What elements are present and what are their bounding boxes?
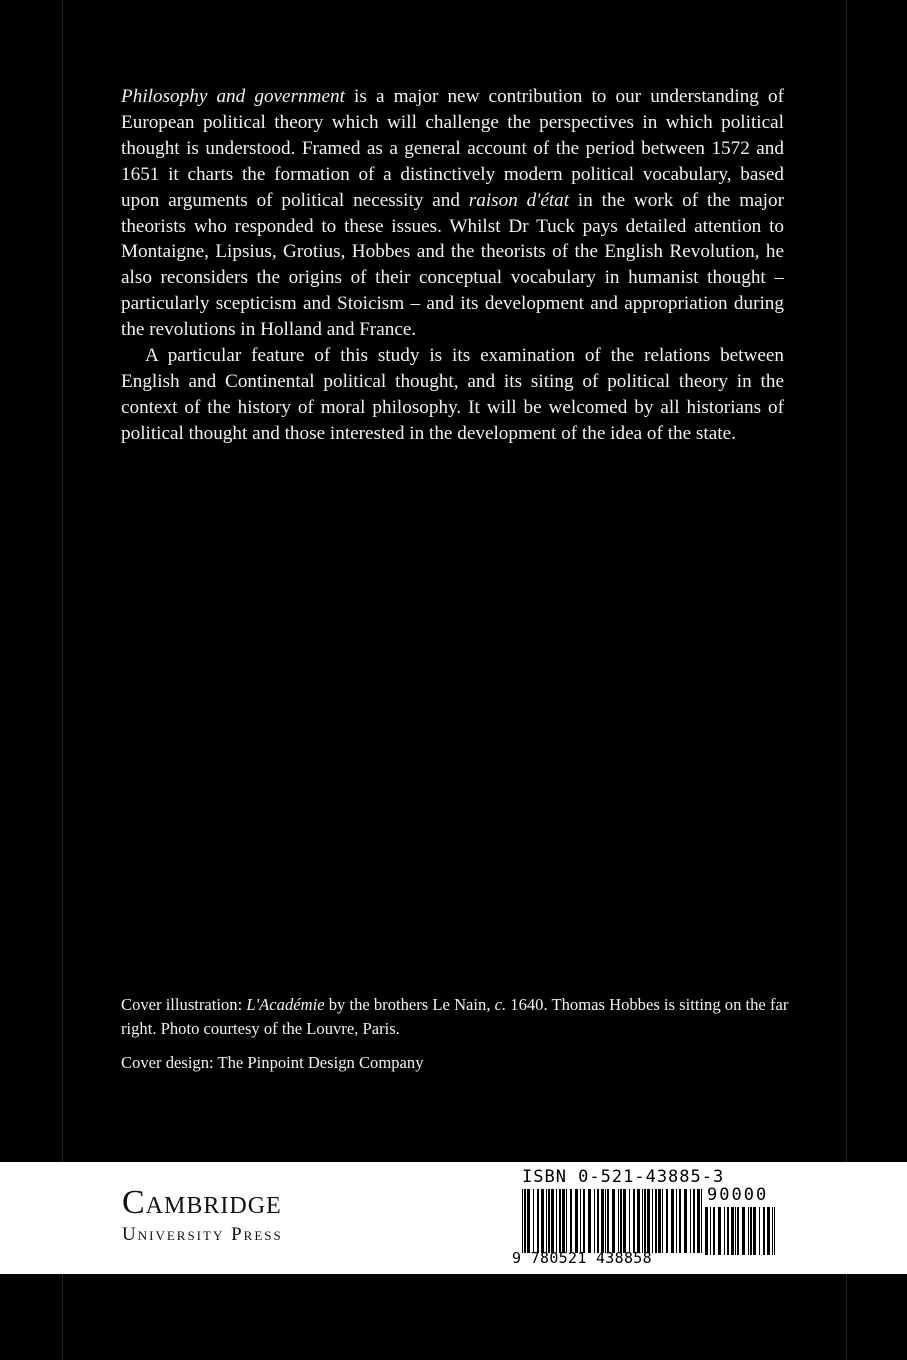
blurb-text-1b: in the work of the major theorists who responded to these issues. Whilst Dr Tuck pays detailed attention to Montaigne, Lipsius, Grotius, Hobbes and the theorists of the English Revolution, he also reconsiders the origins of their conceptual vocabulary in humanist thought – particularly scepticism and Stoicism – and its development and appropriation during the revolutions in Holland and France. — [121, 189, 784, 341]
barcode-bar — [724, 1207, 725, 1255]
barcode-bar — [748, 1207, 749, 1255]
barcode-bar — [637, 1189, 640, 1253]
barcode-bar — [753, 1207, 756, 1255]
barcode-bar — [727, 1207, 729, 1255]
barcode-bar — [583, 1189, 585, 1253]
barcode-bar — [644, 1189, 646, 1253]
barcode-bar — [597, 1189, 599, 1253]
ean-digits: 9 780521 438858 — [512, 1249, 652, 1267]
barcode-bar — [666, 1189, 668, 1253]
addon-barcode-bars — [705, 1207, 775, 1255]
painting-title: L'Académie — [246, 995, 325, 1014]
barcode-bar — [676, 1189, 677, 1253]
barcode-bar — [684, 1189, 687, 1253]
barcode-bar — [697, 1189, 700, 1253]
barcode-bar — [527, 1189, 530, 1253]
barcode-bar — [551, 1189, 554, 1253]
barcode-bar — [533, 1189, 534, 1253]
barcode-bar — [763, 1207, 765, 1255]
barcode-bar — [541, 1189, 544, 1253]
barcode-bar — [652, 1189, 653, 1253]
barcode-bar — [601, 1189, 604, 1253]
barcode-bar — [772, 1207, 773, 1255]
isbn-label: ISBN 0-521-43885-3 — [522, 1167, 725, 1187]
barcode-bar — [742, 1207, 745, 1255]
barcode-bar — [690, 1189, 691, 1253]
barcode-bar — [588, 1189, 591, 1253]
raison-detat: raison d'état — [468, 189, 570, 211]
barcode-bar — [662, 1189, 663, 1253]
barcode-bar — [693, 1189, 695, 1253]
barcode-bar — [731, 1207, 734, 1255]
barcode-bar — [618, 1189, 619, 1253]
barcode-bar — [735, 1207, 736, 1255]
barcode-bar — [647, 1189, 650, 1253]
publisher-logo — [122, 1185, 283, 1247]
barcode-bar — [537, 1189, 539, 1253]
barcode-bar — [701, 1189, 702, 1253]
blurb-paragraph-1 — [121, 84, 784, 343]
blurb — [121, 84, 784, 447]
barcode-bar — [759, 1207, 760, 1255]
barcode-bar — [522, 1189, 523, 1253]
barcode-bar — [612, 1189, 615, 1253]
barcode-bar — [750, 1207, 752, 1255]
barcode-bar — [679, 1189, 681, 1253]
barcode-bar — [718, 1207, 721, 1255]
barcode-bar — [607, 1189, 609, 1253]
blurb-text-1a: is a major new contribution to our understanding of European political theory which will challenge the perspectives in which political thought is understood. Framed as a general account of the period between 1572 and 1651 it charts the formation of a distinctively modern political vocabulary, based upon arguments of political necessity and — [121, 86, 784, 211]
addon-digits: 90000 — [707, 1185, 769, 1205]
barcode-bar — [710, 1207, 711, 1255]
cover-design-credit: Cover design: The Pinpoint Design Company — [121, 1053, 424, 1072]
barcode-bar — [559, 1189, 561, 1253]
barcode-bar — [570, 1189, 572, 1253]
publisher-subtitle: University Press — [122, 1224, 283, 1245]
barcode-bar — [671, 1189, 674, 1253]
barcode-bar — [580, 1189, 581, 1253]
barcode-bar — [774, 1207, 775, 1255]
ean-barcode-bars — [522, 1189, 702, 1253]
cover-credits — [121, 993, 791, 1085]
blurb-paragraph-2: A particular feature of this study is its examination of the relations between English and Continental political thought, and its siting of political theory in the context of the history of moral philosophy. It will be welcomed by all historians of political thought and those interested in the development of the idea of the state. — [121, 345, 784, 444]
barcode-bar — [556, 1189, 557, 1253]
barcode-bar — [737, 1207, 739, 1255]
barcode-bar — [658, 1189, 661, 1253]
left-spine-edge — [62, 0, 63, 1360]
barcode-bar — [623, 1189, 626, 1253]
book-title: Philosophy and government — [121, 86, 345, 107]
barcode-bar — [524, 1189, 526, 1253]
cover-illustration-credit: Cover illustration: L'Académie by the brothers Le Nain, c. 1640. Thomas Hobbes is sitting on the far right. Photo courtesy of the Louvre, Paris. — [121, 995, 789, 1038]
barcode — [510, 1167, 785, 1267]
barcode-bar — [566, 1189, 567, 1253]
barcode-bar — [546, 1189, 547, 1253]
barcode-bar — [655, 1189, 657, 1253]
barcode-bar — [594, 1189, 595, 1253]
barcode-bar — [562, 1189, 565, 1253]
barcode-bar — [705, 1207, 708, 1255]
publisher-name: Cambridge — [122, 1184, 282, 1221]
barcode-bar — [620, 1189, 622, 1253]
right-spine-edge — [846, 0, 847, 1360]
barcode-bar — [629, 1189, 630, 1253]
barcode-bar — [548, 1189, 550, 1253]
barcode-bar — [633, 1189, 635, 1253]
barcode-bar — [713, 1207, 715, 1255]
barcode-bar — [642, 1189, 643, 1253]
barcode-bar — [575, 1189, 578, 1253]
barcode-bar — [605, 1189, 606, 1253]
barcode-bar — [767, 1207, 770, 1255]
